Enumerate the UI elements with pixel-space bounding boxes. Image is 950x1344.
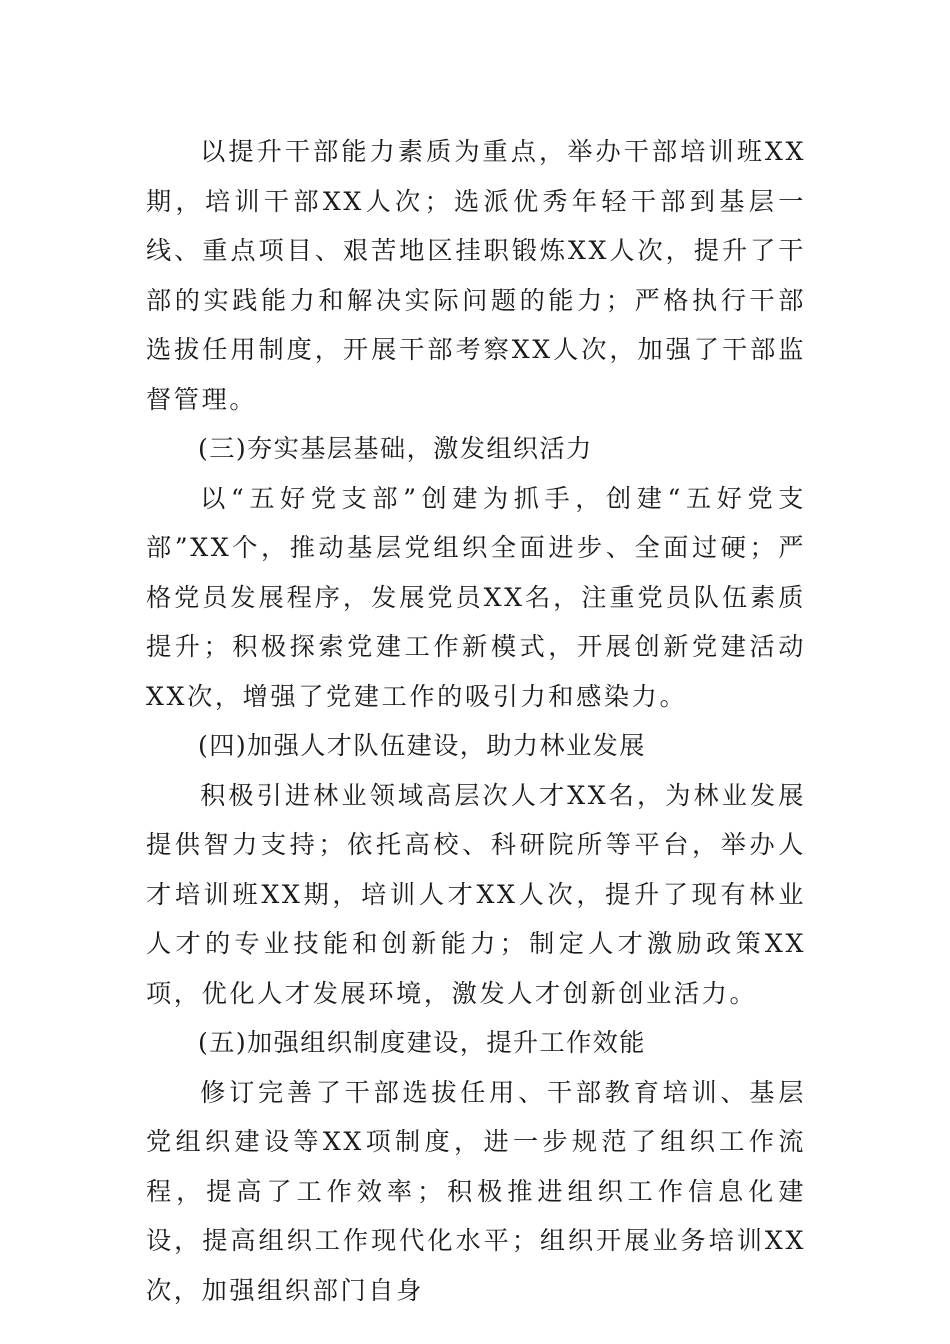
section-heading-3: (三)夯实基层基础，激发组织活力	[198, 434, 593, 463]
paragraph-cadre-training: 以提升干部能力素质为重点，举办干部培训班XX期，培训干部XX人次；选派优秀年轻干部到基层一线、重点项目、艰苦地区挂职锻炼XX人次，提升了干部的实践能力和解决实际问题的能力；严格执行干部选拔任用制度，开展干部考察XX人次，加强了干部监督管理。	[146, 137, 806, 414]
section-heading-4: (四)加强人才队伍建设，助力林业发展	[198, 731, 646, 760]
paragraph-talent: 积极引进林业领域高层次人才XX名，为林业发展提供智力支持；依托高校、科研院所等平台，举办人才培训班XX期，培训人才XX人次，提升了现有林业人才的专业技能和创新能力；制定人才激励政策XX项，优化人才发展环境，激发人才创新创业活力。	[146, 780, 806, 1008]
paragraph-institution: 修订完善了干部选拔任用、干部教育培训、基层党组织建设等XX项制度，进一步规范了组织工作流程，提高了工作效率；积极推进组织工作信息化建设，提高组织工作现代化水平；组织开展业务培训XX次，加强组织部门自身	[146, 1077, 806, 1305]
section-heading-5: (五)加强组织制度建设，提升工作效能	[198, 1028, 646, 1057]
paragraph-grassroots: 以“五好党支部”创建为抓手，创建“五好党支部”XX个，推动基层党组织全面进步、全面过硬；严格党员发展程序，发展党员XX名，注重党员队伍素质提升；积极探索党建工作新模式，开展创新党建活动XX次，增强了党建工作的吸引力和感染力。	[146, 483, 806, 711]
document-page	[146, 127, 806, 1315]
